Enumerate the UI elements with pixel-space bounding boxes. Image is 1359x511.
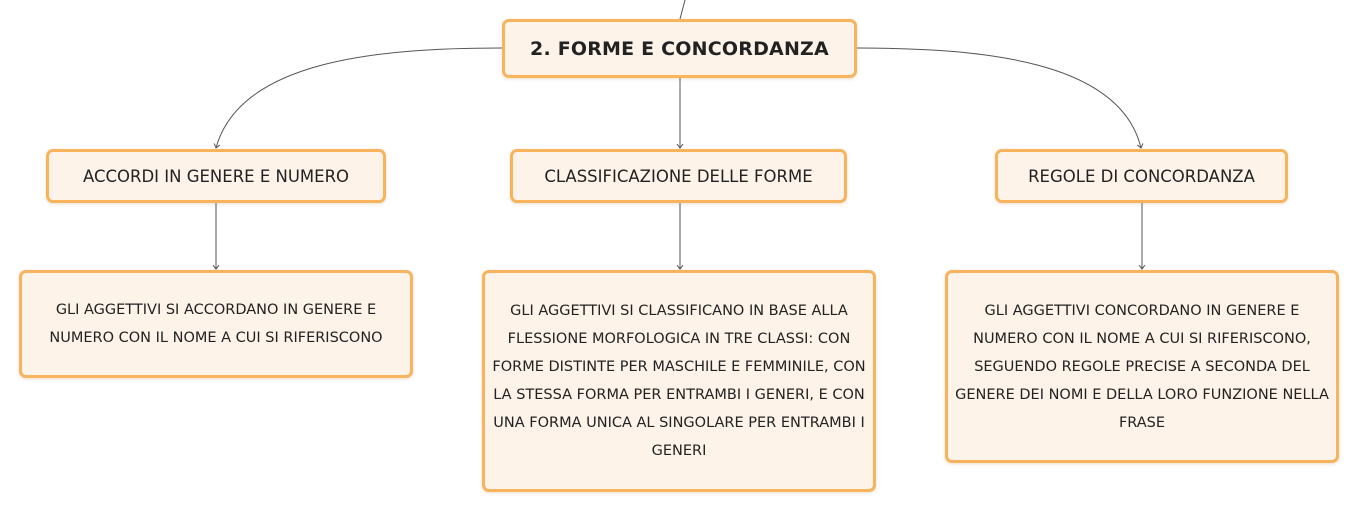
connector-root-to-topic-1 bbox=[216, 48, 502, 148]
topic-node-regole[interactable] bbox=[995, 149, 1288, 203]
detail-node-text: GLI AGGETTIVI SI CLASSIFICANO IN BASE ALLA FLESSIONE MORFOLOGICA IN TRE CLASSI: CON FORME DISTINTE PER MASCHILE E FEMMINILE, CON LA STESSA FORMA PER ENTRAMBI I GENERI, E CON UNA FORMA UNICA AL SINGOLARE PER ENTRAMBI I GENERI bbox=[492, 303, 866, 459]
topic-node-label: REGOLE DI CONCORDANZA bbox=[1028, 166, 1255, 186]
detail-node-regole[interactable] bbox=[945, 270, 1339, 463]
connector-root-to-topic-3 bbox=[857, 48, 1141, 148]
root-node[interactable] bbox=[502, 19, 857, 78]
connector-from-parent bbox=[680, 0, 685, 19]
root-node-label: 2. FORME E CONCORDANZA bbox=[530, 37, 829, 60]
topic-node-classificazione[interactable] bbox=[510, 149, 847, 203]
detail-node-text: GLI AGGETTIVI SI ACCORDANO IN GENERE E NUMERO CON IL NOME A CUI SI RIFERISCONO bbox=[49, 302, 383, 346]
detail-node-text: GLI AGGETTIVI CONCORDANO IN GENERE E NUMERO CON IL NOME A CUI SI RIFERISCONO, SEGUENDO REGOLE PRECISE A SECONDA DEL GENERE DEI NOMI E DELLA LORO FUNZIONE NELLA FRASE bbox=[955, 302, 1329, 431]
detail-node-accordi[interactable] bbox=[19, 270, 413, 378]
detail-node-classificazione[interactable] bbox=[482, 270, 876, 492]
topic-node-label: CLASSIFICAZIONE DELLE FORME bbox=[544, 166, 813, 186]
topic-node-accordi[interactable] bbox=[46, 149, 386, 203]
topic-node-label: ACCORDI IN GENERE E NUMERO bbox=[82, 166, 350, 186]
